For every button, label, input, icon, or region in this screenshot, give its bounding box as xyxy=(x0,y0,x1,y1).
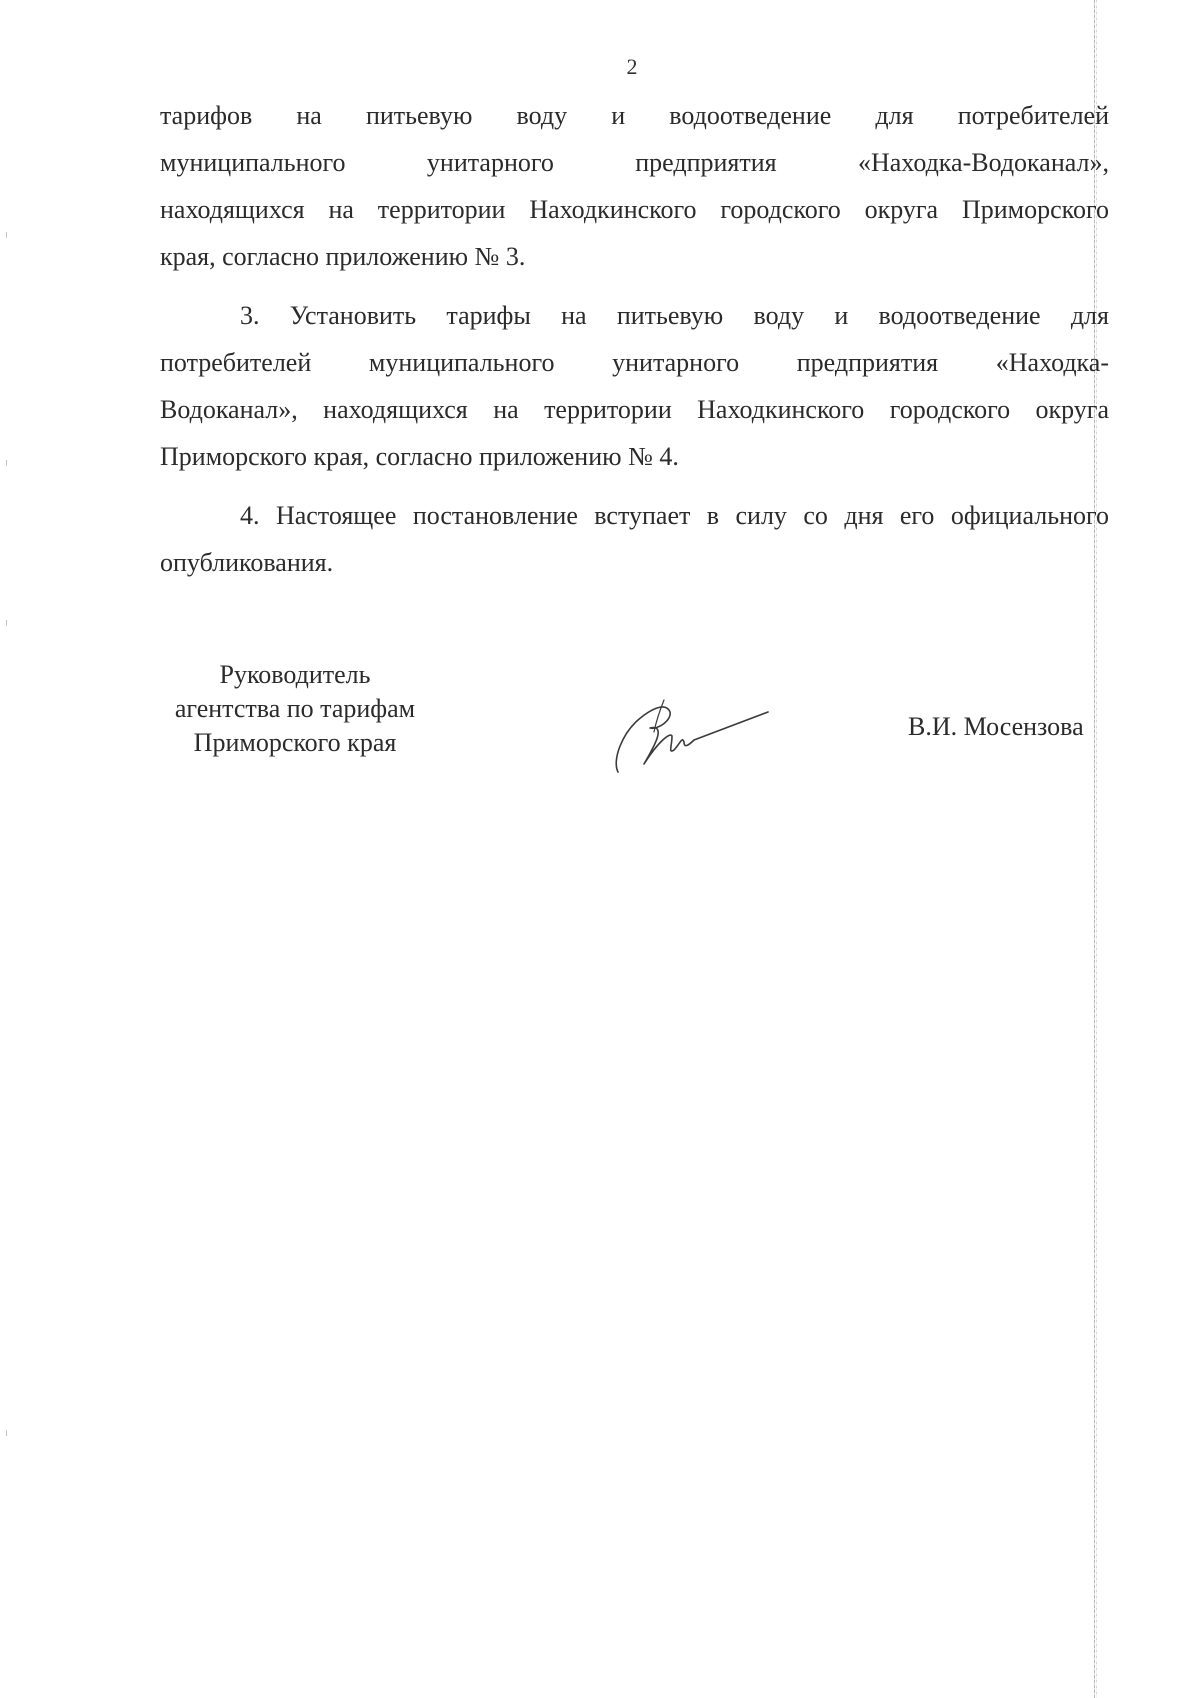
scan-artifact xyxy=(6,620,7,626)
signatory-position-line: агентства по тарифам xyxy=(174,694,416,723)
text-line: Водоканал», находящихся на территории Находкинского городского округа xyxy=(160,395,1109,424)
signatory-name: В.И. Мосензова xyxy=(908,712,1084,741)
text-line: потребителей муниципального унитарного предприятия «Находка- xyxy=(160,348,1109,377)
text-line: 3. Установить тарифы на питьевую воду и водоотведение для xyxy=(240,301,1109,330)
scan-artifact xyxy=(6,1430,7,1436)
scan-artifact xyxy=(6,460,7,466)
text-line: опубликования. xyxy=(160,548,334,577)
signatory-position xyxy=(160,658,430,760)
paragraph-4 xyxy=(160,492,1109,586)
signatory-position-line: Приморского края xyxy=(193,728,397,757)
page-number: 2 xyxy=(626,54,638,79)
handwritten-signature xyxy=(608,672,778,782)
text-line: Приморского края, согласно приложению № 4. xyxy=(160,442,679,471)
text-line: тарифов на питьевую воду и водоотведение для потребителей xyxy=(160,101,1109,130)
paragraph-3 xyxy=(160,292,1109,480)
text-line: находящихся на территории Находкинского городского округа Приморского xyxy=(160,195,1109,224)
scan-artifact xyxy=(6,232,7,238)
text-line: 4. Настоящее постановление вступает в силу со дня его официального xyxy=(240,501,1109,530)
signatory-position-line: Руководитель xyxy=(219,660,371,689)
paragraph-continued xyxy=(160,92,1109,280)
text-line: муниципального унитарного предприятия «Находка-Водоканал», xyxy=(160,148,1109,177)
text-line: края, согласно приложению № 3. xyxy=(160,242,526,271)
